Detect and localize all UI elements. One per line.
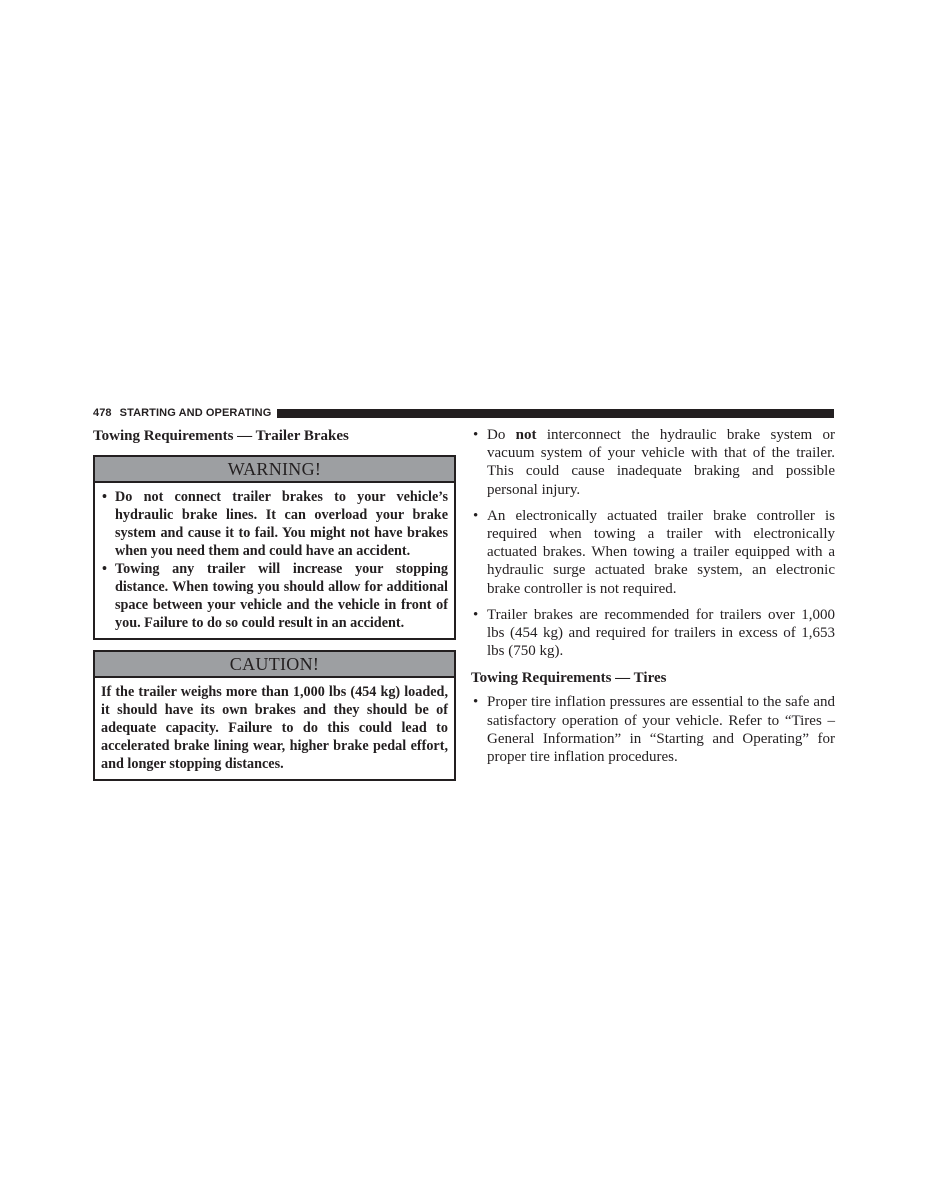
- caution-box: [93, 650, 456, 781]
- tires-list: [471, 693, 835, 766]
- warning-item-text: Do not connect trailer brakes to your vehicle’s hydraulic brake lines. It can overload your brake system and cause it to fail. You might not have brakes when you need them and could have an accident.: [115, 489, 448, 559]
- item-text: An electronically actuated trailer brake controller is required when towing a trailer with electronically actuated brakes. When towing a trailer equipped with a hydraulic surge actuated brake system, an electronic brake controller is not required.: [487, 507, 835, 597]
- item-text-pre: Do: [487, 427, 516, 443]
- warning-item-text: Towing any trailer will increase your stopping distance. When towing you should allow for additional space between your vehicle and the vehicle in front of you. Failure to do so could result in an accident.: [115, 561, 448, 631]
- item-text: Proper tire inflation pressures are essential to the safe and satisfactory operation of your vehicle. Refer to “Tires – General Information” in “Starting and Operating” for proper tire inflation procedures.: [487, 694, 835, 766]
- tires-heading: Towing Requirements — Tires: [471, 670, 667, 687]
- warning-item: [101, 560, 448, 632]
- page-number: 478: [93, 407, 112, 419]
- trailer-brakes-heading: Towing Requirements — Trailer Brakes: [93, 428, 349, 444]
- caution-text: If the trailer weighs more than 1,000 lbs (454 kg) loaded, it should have its own brakes and they should be of adequate capacity. Failure to do this could lead to accelerated brake lining wear, higher brake pedal effort, and longer stopping distances.: [101, 684, 448, 772]
- item-text: Trailer brakes are recommended for trailers over 1,000 lbs (454 kg) and required for trailers in excess of 1,653 lbs (750 kg).: [487, 606, 835, 660]
- warning-body: [95, 483, 454, 638]
- warning-item: [101, 488, 448, 560]
- bullet-icon: •: [473, 427, 479, 443]
- list-item: [471, 693, 835, 766]
- item-text-post: interconnect the hydraulic brake system or vacuum system of your vehicle with that of the trailer. This could cause inadequate braking and possible personal injury.: [487, 427, 835, 498]
- bullet-icon: •: [473, 507, 479, 524]
- page-header: [93, 405, 834, 421]
- brakes-list: [471, 426, 835, 660]
- section-title: STARTING AND OPERATING: [119, 407, 272, 419]
- warning-box: [93, 455, 456, 640]
- bullet-icon: •: [102, 489, 107, 505]
- header-rule: [277, 409, 834, 418]
- warning-list: [101, 488, 448, 632]
- bullet-icon: •: [102, 561, 107, 577]
- left-column: [93, 426, 456, 781]
- bullet-icon: •: [473, 694, 479, 711]
- bullet-icon: •: [473, 606, 479, 623]
- right-column: [471, 426, 835, 774]
- list-item: [471, 426, 835, 499]
- caution-title: CAUTION!: [95, 652, 454, 678]
- list-item: [471, 606, 835, 661]
- item-text-emphasis: not: [515, 427, 537, 443]
- warning-title: WARNING!: [95, 457, 454, 483]
- list-item: [471, 507, 835, 598]
